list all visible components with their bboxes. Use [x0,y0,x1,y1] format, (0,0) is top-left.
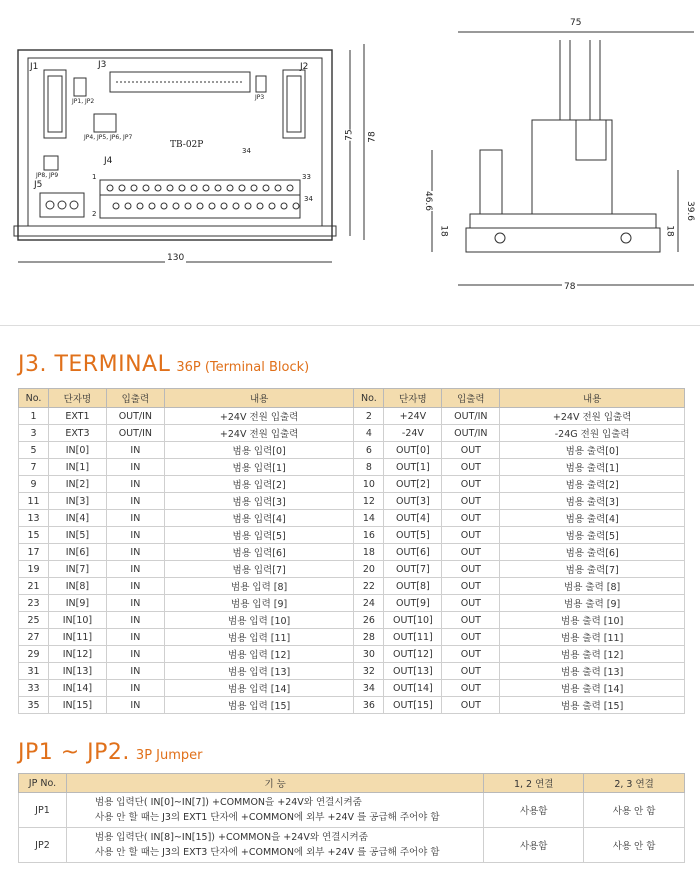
j3-title: J3. TERMINAL [18,352,171,377]
cell-io: IN [106,612,164,629]
cell-io-2: OUT [442,595,500,612]
rail-base [14,226,336,236]
cell-terminal-2: -24V [384,425,442,442]
cell-terminal: IN[1] [48,459,106,476]
cell-no: 19 [19,561,49,578]
jp-no: JP2 [19,828,67,863]
cell-desc-2: 범용 출력 [13] [500,663,685,680]
jp-title: JP1 ~ JP2. [18,740,130,765]
jp-conn-23: 사용 안 함 [584,793,685,828]
cell-io-2: OUT [442,663,500,680]
cell-desc: 범용 입력[5] [164,527,354,544]
cell-io: IN [106,527,164,544]
dim-outer-height-value: 78 [367,131,378,143]
dim-rail-right-value: 18 [664,225,675,237]
j3-subtitle: 36P (Terminal Block) [176,360,310,375]
dim-right-side-value: 39.6 [685,200,696,222]
table-row [19,408,685,425]
dim-left-side-value: 46.6 [423,190,434,212]
cell-desc-2: +24V 전원 입출력 [500,408,685,425]
cell-io: OUT/IN [106,408,164,425]
table-row [19,793,685,828]
cell-terminal-2: OUT[9] [384,595,442,612]
jp-function-line1: 범용 입력단( IN[0]~IN[7]) +COMMON을 +24V와 연결시켜줌 [94,797,362,808]
cell-io-2: OUT [442,527,500,544]
table-row [19,459,685,476]
cell-no: 25 [19,612,49,629]
cell-no: 31 [19,663,49,680]
cell-desc-2: 범용 출력[4] [500,510,685,527]
cell-no: 13 [19,510,49,527]
cell-terminal-2: OUT[8] [384,578,442,595]
cell-no: 7 [19,459,49,476]
cell-io: IN [106,578,164,595]
cell-no-2: 16 [354,527,384,544]
cell-desc-2: 범용 출력 [9] [500,595,685,612]
cell-io-2: OUT [442,510,500,527]
cell-desc-2: 범용 출력 [10] [500,612,685,629]
jp-function-line2: 사용 안 할 때는 J3의 EXT3 단자에 +COMMON에 외부 +24V 를 공급해 주어야 함 [94,847,440,858]
cell-terminal: IN[7] [48,561,106,578]
cell-io-2: OUT [442,578,500,595]
cell-terminal-2: OUT[11] [384,629,442,646]
cell-terminal-2: OUT[6] [384,544,442,561]
col-no-2: No. [354,389,384,408]
table-row [19,493,685,510]
cell-terminal: EXT1 [48,408,106,425]
jp3-jumper [256,76,266,92]
j3-header-row [19,389,685,408]
jp4-7-jumper [94,114,116,132]
cell-desc: +24V 전원 입출력 [164,408,354,425]
cell-desc: 범용 입력 [15] [164,697,354,714]
cell-terminal: IN[13] [48,663,106,680]
cell-io: IN [106,663,164,680]
cell-io: OUT/IN [106,425,164,442]
col-no: No. [19,389,49,408]
table-row [19,578,685,595]
cell-terminal: IN[6] [48,544,106,561]
cell-desc: 범용 입력 [9] [164,595,354,612]
cell-terminal-2: OUT[7] [384,561,442,578]
cell-no: 5 [19,442,49,459]
cell-io-2: OUT [442,561,500,578]
cell-terminal-2: OUT[4] [384,510,442,527]
cell-io-2: OUT/IN [442,425,500,442]
cell-io: IN [106,476,164,493]
j3-terminal-table [18,388,685,714]
cell-no-2: 8 [354,459,384,476]
cell-desc: 범용 입력 [12] [164,646,354,663]
cell-terminal: IN[9] [48,595,106,612]
side-connector-body [532,120,612,214]
dim-bottom-side-value: 78 [564,282,576,292]
cell-desc: 범용 입력 [11] [164,629,354,646]
dim-top-side-value: 75 [570,18,582,28]
cell-desc: 범용 입력[1] [164,459,354,476]
cell-terminal: IN[14] [48,680,106,697]
jp-header-row [19,774,685,793]
cell-desc: 범용 입력 [13] [164,663,354,680]
label-jp4567: JP4, JP5, JP6, JP7 [84,134,133,141]
cell-io-2: OUT [442,612,500,629]
cell-io-2: OUT [442,459,500,476]
jp-conn-12: 사용함 [484,793,584,828]
cell-io-2: OUT [442,646,500,663]
cell-no-2: 24 [354,595,384,612]
cell-io: IN [106,646,164,663]
cell-terminal-2: OUT[15] [384,697,442,714]
cell-terminal-2: OUT[13] [384,663,442,680]
cell-io: IN [106,544,164,561]
cell-io-2: OUT [442,442,500,459]
cell-io: IN [106,493,164,510]
cell-io: IN [106,510,164,527]
jp-function-line2: 사용 안 할 때는 J3의 EXT1 단자에 +COMMON에 외부 +24V 를 공급해 주어야 함 [94,812,440,823]
cell-terminal: IN[2] [48,476,106,493]
cell-no-2: 26 [354,612,384,629]
table-row [19,425,685,442]
cell-no: 21 [19,578,49,595]
cell-no: 33 [19,680,49,697]
jp-function-line1: 범용 입력단( IN[8]~IN[15]) +COMMON을 +24V와 연결시켜줌 [94,832,368,843]
j1-connector [44,70,66,138]
cell-no: 35 [19,697,49,714]
cell-no-2: 30 [354,646,384,663]
cell-io: IN [106,629,164,646]
cell-terminal: IN[11] [48,629,106,646]
label-jp89: JP8, JP9 [36,172,59,179]
jp-section-title [18,740,203,765]
cell-io: IN [106,442,164,459]
label-pin34-top: 34 [242,147,251,155]
cell-io: IN [106,680,164,697]
cell-desc-2: 범용 출력[0] [500,442,685,459]
j2-connector [283,70,305,138]
col-jp-no: JP No. [19,774,67,793]
cell-desc: 범용 입력 [10] [164,612,354,629]
cell-terminal-2: OUT[1] [384,459,442,476]
j3-table-body [19,408,685,714]
cell-io-2: OUT [442,476,500,493]
table-row [19,561,685,578]
jp-no: JP1 [19,793,67,828]
label-j1: J1 [30,62,39,72]
cell-no: 17 [19,544,49,561]
cell-desc: 범용 입력[3] [164,493,354,510]
dim-width-value: 130 [167,253,185,263]
j5-connector [40,193,84,217]
dim-inner-height-value: 75 [344,129,355,141]
cell-desc: 범용 입력 [8] [164,578,354,595]
cell-desc-2: 범용 출력[5] [500,527,685,544]
col-terminal: 단자명 [48,389,106,408]
cell-io-2: OUT [442,544,500,561]
cell-desc-2: 범용 출력[2] [500,476,685,493]
cell-terminal: IN[10] [48,612,106,629]
side-base-plate [470,214,656,228]
cell-terminal: IN[12] [48,646,106,663]
cell-no-2: 22 [354,578,384,595]
cell-terminal: IN[3] [48,493,106,510]
cell-io-2: OUT [442,629,500,646]
cell-terminal: IN[0] [48,442,106,459]
cell-desc-2: 범용 출력 [15] [500,697,685,714]
side-terminal [480,150,502,214]
cell-no: 3 [19,425,49,442]
cell-no-2: 28 [354,629,384,646]
cell-terminal-2: OUT[3] [384,493,442,510]
cell-io-2: OUT [442,697,500,714]
cell-desc-2: 범용 출력 [11] [500,629,685,646]
jp-conn-23: 사용 안 함 [584,828,685,863]
cell-no-2: 2 [354,408,384,425]
cell-no-2: 18 [354,544,384,561]
cell-io-2: OUT/IN [442,408,500,425]
dim-rail-left-value: 18 [438,225,449,237]
cell-no-2: 10 [354,476,384,493]
col-conn-12: 1, 2 연결 [484,774,584,793]
table-row [19,510,685,527]
cell-terminal: EXT3 [48,425,106,442]
label-jp12: JP1, JP2 [72,98,95,105]
label-pin1: 1 [92,173,97,181]
col-conn-23: 2, 3 연결 [584,774,685,793]
label-pin33: 33 [302,173,311,181]
table-row [19,697,685,714]
cell-no-2: 6 [354,442,384,459]
cell-desc: 범용 입력[7] [164,561,354,578]
label-model: TB-02P [170,140,204,150]
col-desc: 내용 [164,389,354,408]
jp-function [66,793,483,828]
table-row [19,612,685,629]
cell-no: 1 [19,408,49,425]
cell-no: 23 [19,595,49,612]
jp-conn-12: 사용함 [484,828,584,863]
cell-desc-2: 범용 출력[7] [500,561,685,578]
cell-desc: 범용 입력[2] [164,476,354,493]
table-row [19,629,685,646]
cell-io-2: OUT [442,680,500,697]
col-desc-2: 내용 [500,389,685,408]
jp-subtitle: 3P Jumper [135,748,203,763]
cell-terminal-2: OUT[5] [384,527,442,544]
table-row [19,442,685,459]
cell-terminal-2: OUT[14] [384,680,442,697]
col-terminal-2: 단자명 [384,389,442,408]
cell-no: 27 [19,629,49,646]
cell-no: 9 [19,476,49,493]
label-j3: J3 [98,60,107,70]
jp1-jp2-jumper [74,78,86,96]
table-row [19,544,685,561]
cell-no-2: 32 [354,663,384,680]
label-j2: J2 [300,62,309,72]
table-row [19,527,685,544]
j3-section-title [18,352,309,377]
cell-no-2: 36 [354,697,384,714]
col-function: 기 능 [66,774,483,793]
label-jp3: JP3 [255,94,265,101]
label-pin2: 2 [92,210,97,218]
j4-terminal-block [100,180,300,218]
table-row [19,828,685,863]
cell-desc-2: 범용 출력 [12] [500,646,685,663]
cell-io: IN [106,595,164,612]
cell-desc: +24V 전원 입출력 [164,425,354,442]
cell-no-2: 4 [354,425,384,442]
label-j5: J5 [34,180,43,190]
label-pin34-side: 34 [304,195,313,203]
cell-terminal-2: OUT[0] [384,442,442,459]
cell-terminal: IN[8] [48,578,106,595]
cell-terminal-2: OUT[10] [384,612,442,629]
cell-no-2: 20 [354,561,384,578]
label-j4: J4 [104,156,113,166]
cell-no: 29 [19,646,49,663]
cell-io-2: OUT [442,493,500,510]
cell-desc-2: 범용 출력[6] [500,544,685,561]
col-io-2: 입출력 [442,389,500,408]
col-io: 입출력 [106,389,164,408]
cell-desc: 범용 입력[6] [164,544,354,561]
cell-terminal: IN[4] [48,510,106,527]
cell-desc-2: 범용 출력[1] [500,459,685,476]
jp-jumper-table [18,773,685,863]
cell-terminal-2: OUT[12] [384,646,442,663]
cell-no-2: 12 [354,493,384,510]
jp8-jp9-jumper [44,156,58,170]
table-row [19,476,685,493]
cell-desc-2: 범용 출력 [8] [500,578,685,595]
cell-no-2: 14 [354,510,384,527]
cell-desc: 범용 입력[0] [164,442,354,459]
cell-terminal-2: +24V [384,408,442,425]
cell-terminal-2: OUT[2] [384,476,442,493]
cell-desc-2: 범용 출력[3] [500,493,685,510]
cell-no-2: 34 [354,680,384,697]
table-row [19,595,685,612]
cell-io: IN [106,561,164,578]
table-row [19,680,685,697]
cell-io: IN [106,697,164,714]
table-row [19,646,685,663]
cell-desc-2: -24G 전원 입출력 [500,425,685,442]
cell-terminal: IN[15] [48,697,106,714]
mechanical-drawing [0,0,700,326]
cell-desc: 범용 입력 [14] [164,680,354,697]
terminal-screws [107,185,299,209]
cell-desc-2: 범용 출력 [14] [500,680,685,697]
cell-no: 15 [19,527,49,544]
cell-desc: 범용 입력[4] [164,510,354,527]
cell-terminal: IN[5] [48,527,106,544]
table-row [19,663,685,680]
cell-no: 11 [19,493,49,510]
jp-function [66,828,483,863]
cell-io: IN [106,459,164,476]
